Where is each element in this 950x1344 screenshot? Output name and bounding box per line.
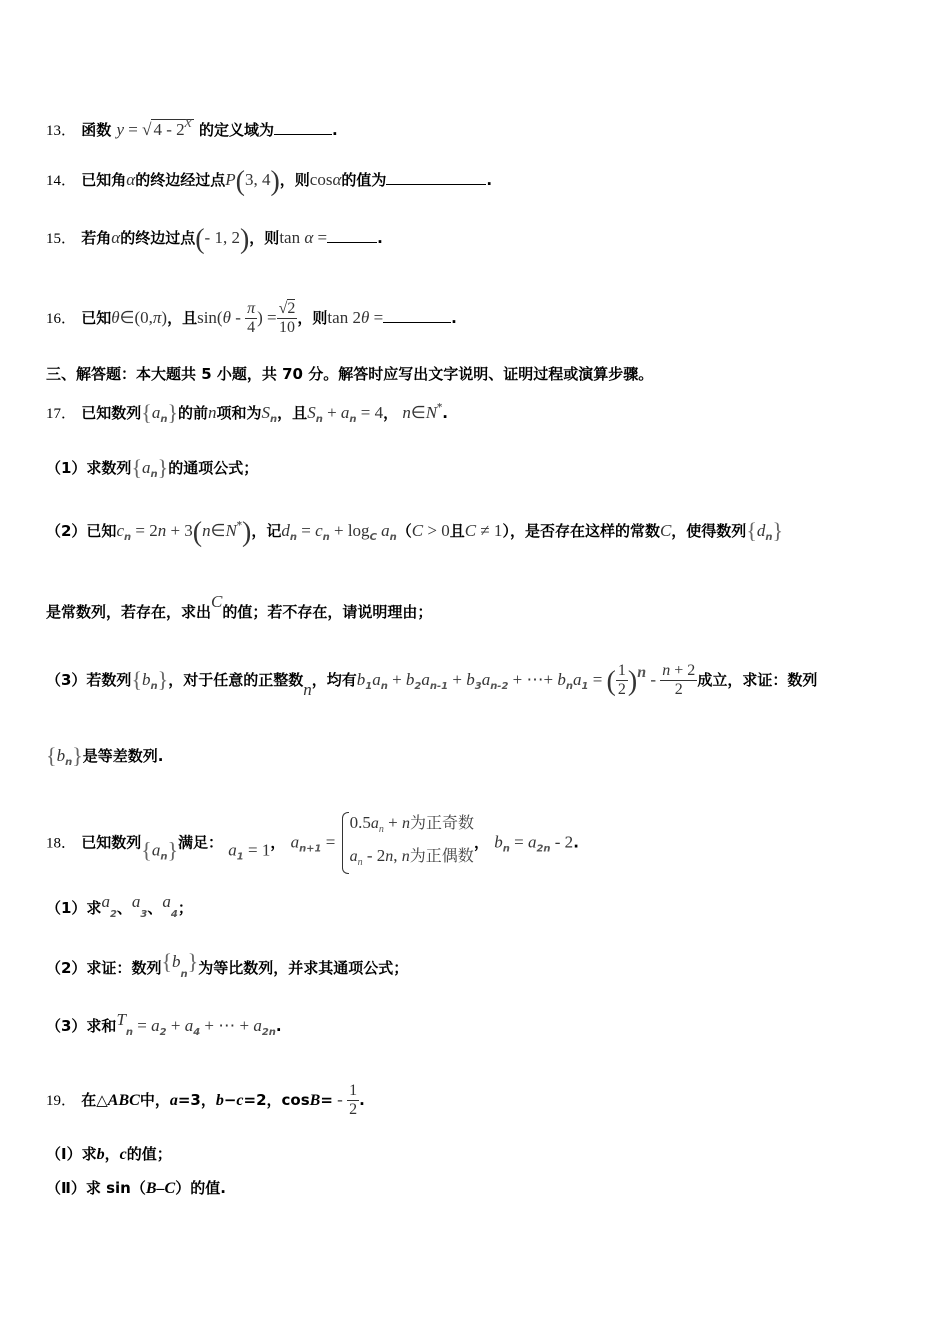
- question-text: 已知: [81, 309, 112, 327]
- question-text: ，: [383, 404, 399, 422]
- question-text: ），是否存在这样的常数: [502, 522, 660, 540]
- fraction-pi-4: $\frac{\pi}{4}$: [247, 300, 256, 336]
- question-18-part-3: （3）求和$T_n = a_2 + a_4$ + ⋯ + $a_{2n}$.: [46, 1010, 282, 1038]
- question-text: ，则: [279, 171, 310, 189]
- question-19-part-1: （Ⅰ）求b，c的值；: [46, 1145, 172, 1163]
- question-number: 13．: [46, 123, 77, 139]
- triangle-label: ABC: [107, 1092, 140, 1109]
- question-text: 的值；: [126, 1145, 172, 1163]
- interval: (0,: [134, 308, 153, 327]
- alpha-symbol: α: [126, 170, 136, 189]
- fraction-one-half: $\frac{1}{2}$: [349, 1082, 358, 1118]
- question-number: 14．: [46, 173, 77, 189]
- question-text: 的终边过点: [120, 229, 196, 247]
- question-text: 是常数列，若存在，求出: [46, 603, 212, 621]
- question-text: 已知数列: [81, 404, 142, 422]
- fraction-sqrt2-10: $\frac{√2}{10}$: [278, 300, 296, 336]
- point-coords: 3, 4: [244, 170, 271, 189]
- question-text: ，且: [277, 404, 308, 422]
- answer-blank[interactable]: [327, 228, 377, 243]
- question-text: 且: [449, 522, 465, 540]
- answer-blank[interactable]: [383, 308, 451, 323]
- question-17-part-2-cont: 是常数列，若存在，求出C的值；若不存在，请说明理由；: [46, 592, 433, 621]
- question-text: 的前: [178, 404, 209, 422]
- question-17-part-3-cont: $\{b_n\}$是等差数列.: [46, 743, 164, 768]
- part-label: （1）求: [46, 899, 102, 917]
- question-text: ，对于任意的正整数: [168, 671, 304, 689]
- question-number: 17．: [46, 406, 77, 422]
- part-label: （1）求数列: [46, 459, 132, 477]
- question-text: 的值；若不存在，请说明理由；: [222, 603, 433, 621]
- sqrt-formula: √ 4 - 2x: [142, 114, 192, 139]
- question-text: ，均有: [311, 671, 357, 689]
- point-coords: - 1, 2: [204, 228, 240, 247]
- question-18: 18． 已知数列$\{a_n\}$满足： $a_1 = 1$， $a_{n+1}$ = $0.5a_n + n$为正奇数 $a_n - 2n$, n为正偶数 ， $b_n = a_{2n} - 2$.: [46, 810, 579, 876]
- point-label: P: [225, 170, 236, 189]
- question-number: 15．: [46, 231, 77, 247]
- question-19: 19． 在△ABC中，a=3，b−c=2，cosB= - $\frac{1}{2}$ .: [46, 1082, 365, 1118]
- question-14: 14． 已知角α的终边经过点P(3, 4)，则cosα的值为 .: [46, 166, 493, 197]
- question-text: 为等比数列，并求其通项公式；: [198, 959, 409, 977]
- part-label: （2）已知: [46, 522, 117, 540]
- question-text: 已知数列: [81, 833, 142, 852]
- tan-label: tan 2: [327, 308, 361, 327]
- question-18-part-2: （2）求证：数列$\{b_n\}$为等比数列，并求其通项公式；: [46, 949, 409, 980]
- tan-label: tan: [279, 228, 301, 247]
- part-label: （Ⅱ）求 sin（: [46, 1179, 146, 1197]
- part-label: （3）若数列: [46, 671, 132, 689]
- part-label: （3）求和: [46, 1017, 117, 1035]
- question-text: ，使得数列: [671, 522, 747, 540]
- question-15: 15． 若角α的终边过点(- 1, 2)，则tan α = .: [46, 224, 383, 255]
- question-text: 是等差数列.: [82, 747, 164, 765]
- question-text: 成立，求证：数列: [697, 671, 818, 689]
- sin-label: sin(: [197, 308, 223, 327]
- question-text: ）的值.: [175, 1179, 226, 1197]
- question-16: 16． 已知θ∈(0,π)，且sin(θ - $\frac{\pi}{4}$ ) = $\frac{√2}{10}$ ，则tan 2θ = .: [46, 300, 457, 336]
- question-number: 16．: [46, 311, 77, 327]
- part-label: （2）求证：数列: [46, 959, 162, 977]
- question-number: 18．: [46, 835, 77, 852]
- question-19-part-2: （Ⅱ）求 sin（B–C）的值.: [46, 1179, 226, 1197]
- question-text: 已知角: [81, 171, 127, 189]
- question-text: 项和为: [216, 404, 262, 422]
- question-text: ，则: [297, 309, 328, 327]
- question-text: （: [396, 522, 412, 540]
- question-17-part-2: （2）已知$c_n = 2n$ + 3(n∈N*)，记$d_n = c_n + \log_C a_n(C > 0$且C ≠ 1），是否存在这样的常数C，使得数列$\{d_n\}$: [46, 517, 784, 548]
- question-text: 满足：: [178, 833, 224, 852]
- question-text: 的值为: [341, 171, 387, 189]
- question-text: ，且: [167, 309, 198, 327]
- question-text: 的终边经过点: [135, 171, 226, 189]
- question-18-part-1: （1）求$a_2$、$a_3$、$a_4$；: [46, 892, 193, 920]
- question-text: 中，: [139, 1091, 170, 1109]
- question-17-part-1: （1）求数列$\{a_n\}$的通项公式；: [46, 455, 259, 480]
- question-text: 函数: [81, 121, 112, 139]
- section-heading: 三、解答题：本大题共 5 小题，共 70 分。解答时应写出文字说明、证明过程或演算步骤。: [46, 365, 654, 383]
- answer-blank[interactable]: [386, 170, 486, 185]
- question-text: ，记: [251, 522, 282, 540]
- question-number: 19．: [46, 1093, 77, 1109]
- question-text: 在△: [81, 1091, 108, 1109]
- part-label: （Ⅰ）求: [46, 1145, 97, 1163]
- question-text: 的通项公式；: [168, 459, 259, 477]
- cos-label: cos: [309, 170, 333, 189]
- question-text: 的定义域为: [199, 121, 275, 139]
- question-text: ，则: [249, 229, 280, 247]
- formula-y: y: [116, 120, 125, 139]
- question-text: 若角: [81, 229, 112, 247]
- alpha-symbol: α: [111, 228, 121, 247]
- piecewise-definition: $0.5a_n + n$为正奇数 $a_n - 2n$, n为正偶数: [340, 810, 474, 876]
- question-17-part-3: （3）若数列$\{b_n\}$，对于任意的正整数n，均有$b_1a_n + b_2a_{n-1} + b_3a_{n-2}$ + ⋯+ $b_na_1$ = ( $\frac{1}{2}$ )n - $\frac{n + 2}{2}$ 成立，求证：数列: [46, 662, 818, 699]
- answer-blank[interactable]: [274, 120, 332, 135]
- question-17: 17． 已知数列$\{a_n\}$的前n项和为$S_n$，且$S_n + a_n = 4$， n∈N*.: [46, 400, 448, 425]
- question-13: 13． 函数 y = √ 4 - 2x 的定义域为 .: [46, 114, 338, 139]
